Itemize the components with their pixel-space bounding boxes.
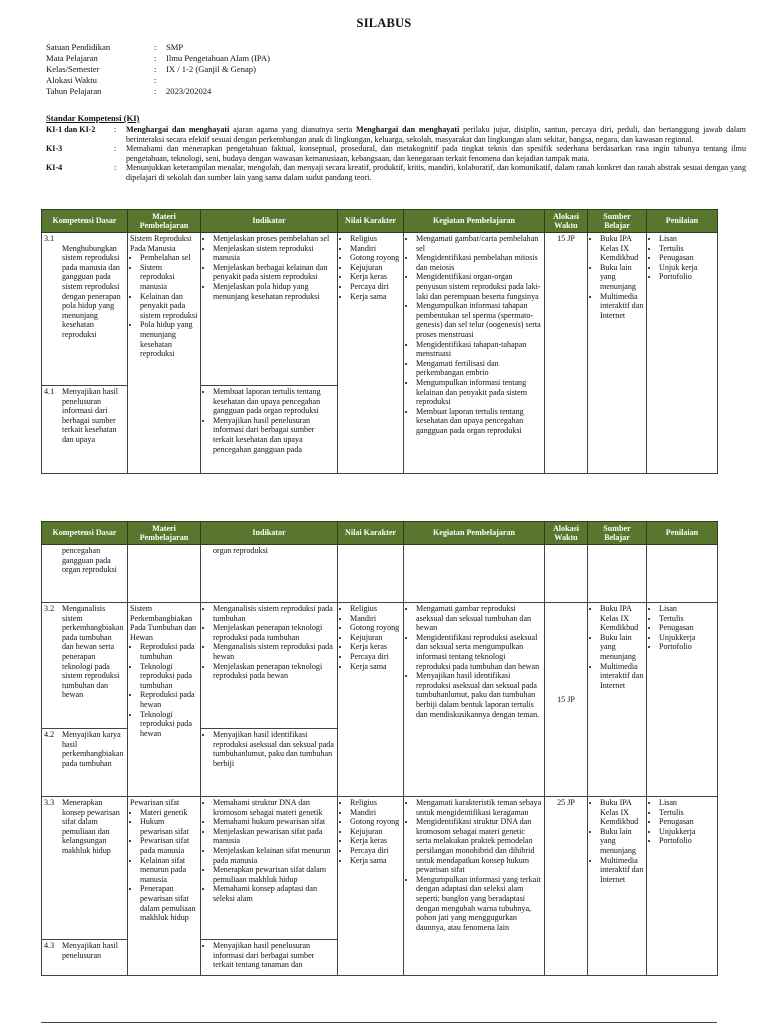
indikator-cell [201,797,338,940]
indikator-list: • Menyajikan hasil penelusuran informasi dari berbagai sumber terkait tentang tanaman dan [203,941,335,970]
table-row [42,797,718,940]
header-kompetensi-dasar: Kompetensi Dasar [42,210,128,233]
header-sumber: Sumber Belajar [588,210,647,233]
indikator-list: • Menyajikan hasil identifikasi reproduksi aseksual dan seksual pada tumbuhanlumut, paku dan tumbuhan berbiji [203,730,335,768]
sumber-cell [588,233,647,474]
meta-row: Alokasi Waktu : [46,75,157,85]
penilaian-cell [647,603,718,797]
meta-row: Mata Pelajaran : Ilmu Pengetahuan Alam (IPA) [46,53,270,63]
header-nilai-karakter: Nilai Karakter [338,522,404,545]
table-header-row [42,210,718,233]
identity-block [46,42,270,97]
header-penilaian: Penilaian [647,522,718,545]
header-kegiatan: Kegiatan Pembelajaran [404,522,545,545]
materi-cell: Sistem Perkembangbiakan Pada Tumbuhan dan Hewan • Reproduksi pada tumbuhan • Teknologi reproduksi pada tumbuhan • Reproduksi pada hewan • Teknologi reproduksi pada hewan [128,603,201,797]
materi-cell: Sistem Reproduksi Pada Manusia • Pembelahan sel • Sistem reproduksi manusia • Kelainan dan penyakit pada sistem reproduksi • Pola hidup yang menunjang kesehatan reproduksi [128,233,201,474]
kegiatan-list: • Mengamati karakteristik teman sebaya untuk mengidentifikasi keragaman • Mengidentifikasi struktur DNA dan kromosom sebagai materi genetic serta melakukan praktek pemodelan persilangan monohibrid dan dihibrid untuk mendapatkan konsep hukum pewarisan sifat • Mengumpulkan informasi yang terkait dengan adaptasi dan seleksi alam seperti: bunglon yang beradaptasi dengan mengubah warna tubuhnya, pohon jati yang menggugurkan daunnya, atau fenomena lain [406,798,542,932]
indikator-list: • Membuat laporan tertulis tentang kesehatan dan upaya pencegahan gangguan pada organ reproduksi • Menyajikan hasil penelusuran informasi dari berbagai sumber terkait kesehatan dan upaya pencegahan gangguan pada [203,387,335,454]
kd-cell: pencegahan gangguan pada organ reproduksi [42,545,128,603]
sumber-list: • Buku IPA Kelas IX Kemdikbud • Buku lain yang menunjang • Multimedia interaktif dan Internet [590,604,644,690]
indikator-cell [201,233,338,386]
header-indikator: Indikator [201,210,338,233]
header-penilaian: Penilaian [647,210,718,233]
ki-item: KI-1 dan KI-2 : Menghargai dan menghayati ajaran agama yang dianutnya serta Menghargai dan menghayati perilaku jujur, disiplin, santun, percaya diri, peduli, dan bertanggung jawab dalam berinteraksi secara efektif sesuai dengan perkembangan anak di lingkungan, keluarga, sekolah, masyarakat dan lingkungan alam sekitar, bangsa, negara, dan kawasan regional. [46,125,746,144]
indikator-cell [201,386,338,474]
kd-cell: 4.2 Menyajikan karya hasil perkembangbiakan pada tumbuhan [42,729,128,797]
alokasi-cell: 25 JP [545,797,588,976]
kegiatan-list: • Mengamati gambar reproduksi aseksual dan seksual tumbuhan dan hewan • Mengidentifikasi reproduksi aseksual dan seksual serta mengumpulkan informasi tentang teknologi reproduksi pada tumbuhan dan hewan • Menyajikan hasil identifikasi reproduksi aseksual dan seksual pada tumbuhanlumut, paku dan tumbuhan berbiji dalam bentuk laporan tertulis dan mendiskusikannya dengan teman. [406,604,542,719]
syllabus-table-1 [41,209,718,474]
meta-row: Tahun Pelajaran : 2023/202024 [46,86,212,96]
nilai-cell [338,233,404,474]
sumber-cell [588,603,647,797]
header-kegiatan: Kegiatan Pembelajaran [404,210,545,233]
penilaian-list: • Lisan • Tertulis • Penugasan • Unjuk kerja • Portofolio [649,234,715,282]
header-indikator: Indikator [201,522,338,545]
kegiatan-list: • Mengamati gambar/carta pembelahan sel • Mengidentifikasi pembelahan mitosis dan meiosis • Mengidentifikasi organ-organ penyusun sistem reproduksi pada laki-laki dan perempuan beserta fungsinya • Mengumpulkan informasi tahapan pembentukan sel sperma (spermato-genesis) dan sel telur (oogenesis) serta proses menstruasi • Mengidentifikasi tahapan-tahapan menstruasi • Mengamati fertilisasi dan perkembangan embrio • Mengumpulkan informasi tentang kelainan dan penyakit pada sistem reproduksi • Membuat laporan tertulis tentang kesehatan dan upaya pencegahan gangguan pada organ reproduksi [406,234,542,435]
penilaian-cell [647,797,718,976]
page-bottom-rule [41,1022,717,1023]
header-sumber: Sumber Belajar [588,522,647,545]
indikator-cell: organ reproduksi [201,545,338,603]
meta-row: Kelas/Semester : IX / 1-2 (Ganjil & Genap) [46,64,256,74]
header-alokasi: Alokasi Waktu [545,522,588,545]
document-title: SILABUS [356,16,412,30]
alokasi-cell: 15 JP [545,603,588,797]
sumber-cell [588,545,647,603]
header-materi: Materi Pembelajaran [128,210,201,233]
penilaian-list: • Lisan • Tertulis • Penugasan • Unjukkerja • Portofolio [649,604,715,652]
materi-list: • Pembelahan sel • Sistem reproduksi manusia • Kelainan dan penyakit pada sistem reproduksi • Pola hidup yang menunjang kesehatan reproduksi [130,253,198,359]
penilaian-list: • Lisan • Tertulis • Penugasan • Unjukkerja • Portofolio [649,798,715,846]
kd-cell: 3.3 Menerapkan konsep pewarisan sifat dalam pemuliaan dan kelangsungan makhluk hidup [42,797,128,940]
sumber-list: • Buku IPA Kelas IX Kemdikbud • Buku lain yang menunjang • Multimedia interaktif dan Internet [590,798,644,884]
table-header-row [42,522,718,545]
sumber-list: • Buku IPA Kelas IX Kemdikbud • Buku lain yang menunjang • Multimedia interaktif dan Internet [590,234,644,320]
indikator-list: • Memahami struktur DNA dan kromosom sebagai materi genetik • Memahami hukum pewarisan sifat • Menjelaskan pewarisan sifat pada manusia • Menjelaskan kelainan sifat menurun pada manusia • Menerapkan pewarisan sifat dalam pemuliaan makhluk hidup • Memahami konsep adaptasi dan seleksi alam [203,798,335,904]
nilai-cell [338,603,404,797]
ki-item: KI-3 : Memahami dan menerapkan pengetahuan faktual, konseptual, prosedural, dan metakognitif pada tingkat teknis dan spesifik sederhana berdasarkan rasa ingin tahunya tentang ilmu pengetahuan, teknologi, seni, budaya dengan wawasan kemanusiaan, kebangsaan, dan kenegaraan terkait fenomena dan kejadian tampak mata. [46,144,746,163]
alokasi-cell [545,545,588,603]
ki-list [46,125,746,183]
nilai-cell [338,797,404,976]
kegiatan-cell [404,797,545,976]
kd-cell: 3.1 Menghubungkan sistem reproduksi pada manusia dan gangguan pada sistem reproduksi dengan penerapan pola hidup yang menunjang kesehatan reproduksi [42,233,128,386]
nilai-list: • Religius • Mandiri • Gotong royong • Kejujuran • Kerja keras • Percaya diri • Kerja sama [340,234,401,301]
sumber-cell [588,797,647,976]
header-materi: Materi Pembelajaran [128,522,201,545]
materi-cell [128,545,201,603]
indikator-list: • Menjelaskan proses pembelahan sel • Menjelaskan sistem reproduksi manusia • Menjelaskan berbagai kelainan dan penyakit pada sistem reproduksi • Menjelaskan pola hidup yang menunjang kesehatan reproduksi [203,234,335,301]
nilai-list: • Religius • Mandiri • Gotong royong • Kejujuran • Kerja keras • Percaya diri • Kerja sama [340,798,401,865]
materi-list: • Materi genetik • Hukum pewarisan sifat • Pewarisan sifat pada manusia • Kelainan sifat menurun pada manusia • Penerapan pewarisan sifat dalam pemuliaan makhluk hidup [130,808,198,923]
kd-cell: 4.1 Menyajikan hasil penelusuran informasi dari berbagai sumber terkait kesehatan dan upaya [42,386,128,474]
ki-item: KI-4 : Menunjukkan keterampilan menalar, mengolah, dan menyaji secara kreatif, produktif, kritis, mandiri, kolaboratif, dan komunikatif, dalam ranah konkret dan ranah abstrak sesuai dengan yang dipelajari di sekolah dan sumber lain yang sama dalam sudut pandang teori. [46,163,746,182]
penilaian-cell [647,233,718,474]
header-alokasi: Alokasi Waktu [545,210,588,233]
penilaian-cell [647,545,718,603]
indikator-cell [201,729,338,797]
nilai-list: • Religius • Mandiri • Gotong royong • Kejujuran • Kerja keras • Percaya diri • Kerja sama [340,604,401,671]
meta-row: Satuan Pendidikan : SMP [46,42,184,52]
kd-cell: 3.2 Menganalisis sistem perkembangbiakan pada tumbuhan dan hewan serta penerapan teknologi pada sistem reproduksi tumbuhan dan hewan [42,603,128,729]
indikator-cell [201,940,338,976]
materi-list: • Reproduksi pada tumbuhan • Teknologi reproduksi pada tumbuhan • Reproduksi pada hewan • Teknologi reproduksi pada hewan [130,642,198,738]
materi-cell: Pewarisan sifat • Materi genetik • Hukum pewarisan sifat • Pewarisan sifat pada manusia • Kelainan sifat menurun pada manusia • Penerapan pewarisan sifat dalam pemuliaan makhluk hidup [128,797,201,976]
nilai-cell [338,545,404,603]
table-row [42,603,718,729]
ki-heading: Standar Kompetensi (KI) [46,113,140,123]
table-row [42,545,718,603]
kegiatan-cell [404,603,545,797]
table-row [42,233,718,386]
kd-cell: 4.3 Menyajikan hasil penelusuran [42,940,128,976]
syllabus-table-2 [41,521,718,976]
indikator-list: • Menganalisis sistem reproduksi pada tumbuhan • Menjelaskan penerapan teknologi reproduksi pada tumbuhan • Menganalisis sistem reproduksi pada hewan • Menjelaskan penerapan teknologi reproduksi pada hewan [203,604,335,681]
kegiatan-cell [404,233,545,474]
header-nilai-karakter: Nilai Karakter [338,210,404,233]
kegiatan-cell [404,545,545,603]
header-kompetensi-dasar: Kompetensi Dasar [42,522,128,545]
indikator-cell [201,603,338,729]
alokasi-cell: 15 JP [545,233,588,474]
